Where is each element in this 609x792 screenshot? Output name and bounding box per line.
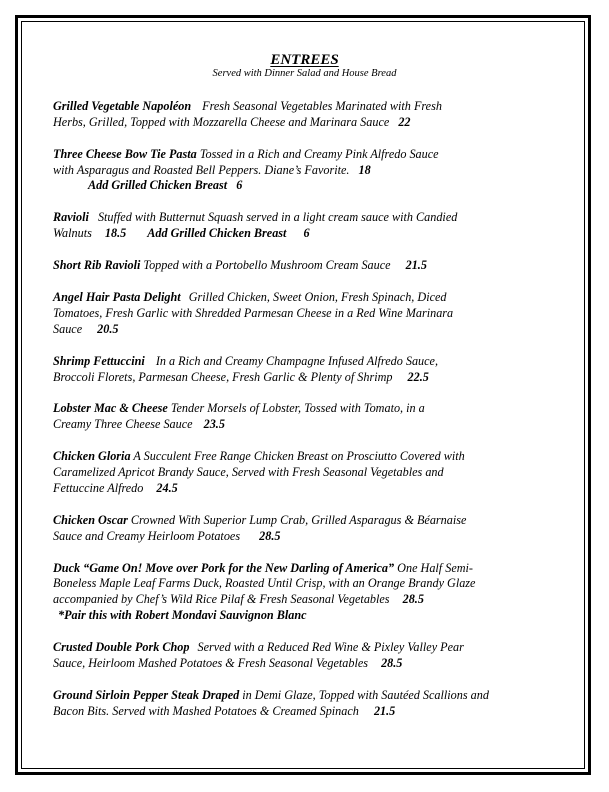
menu-item-ravioli xyxy=(53,210,563,242)
item-price: 28.5 xyxy=(381,655,403,670)
menu-item-short-rib-ravioli xyxy=(53,258,563,274)
menu-item-grilled-vegetable-napoleon xyxy=(53,99,563,131)
entree-list xyxy=(53,99,563,736)
item-description: accompanied by Chef’s Wild Rice Pilaf & Fresh Seasonal Vegetables xyxy=(53,592,390,607)
menu-item-three-cheese-bow-tie-pasta xyxy=(53,147,563,194)
item-name: Chicken Gloria xyxy=(53,449,131,464)
item-description: Topped with a Portobello Mushroom Cream Sauce xyxy=(143,258,391,273)
item-price: 21.5 xyxy=(405,258,427,273)
item-description: Grilled Chicken, Sweet Onion, Fresh Spinach, Diced xyxy=(188,290,447,305)
item-name: Short Rib Ravioli xyxy=(53,258,141,273)
item-addon: Add Grilled Chicken Breast xyxy=(88,178,228,193)
item-price: 28.5 xyxy=(259,528,281,543)
item-description: Broccoli Florets, Parmesan Cheese, Fresh Garlic & Plenty of Shrimp xyxy=(53,369,393,384)
item-description: Sauce, Heirloom Mashed Potatoes & Fresh Seasonal Vegetables xyxy=(53,655,369,670)
item-description: with Asparagus and Roasted Bell Peppers. Diane’s Favorite. xyxy=(53,162,350,177)
item-name: Ground Sirloin Pepper Steak Draped xyxy=(53,687,240,702)
item-description: Caramelized Apricot Brandy Sauce, Served with Fresh Seasonal Vegetables and xyxy=(53,465,444,480)
item-description: Tender Morsels of Lobster, Tossed with Tomato, in a xyxy=(170,401,425,416)
item-description: Crowned With Superior Lump Crab, Grilled Asparagus & Béarnaise xyxy=(130,512,467,527)
item-name: Grilled Vegetable Napoléon xyxy=(53,99,192,113)
item-name: Shrimp Fettuccini xyxy=(53,353,145,368)
item-price: 28.5 xyxy=(402,592,424,607)
menu-item-ground-sirloin-pepper-steak xyxy=(53,688,563,720)
menu-item-shrimp-fettuccini xyxy=(53,354,563,386)
item-description: Tossed in a Rich and Creamy Pink Alfredo Sauce xyxy=(199,146,439,161)
item-price: 22.5 xyxy=(407,369,429,384)
item-description: Fresh Seasonal Vegetables Marinated with Fresh xyxy=(202,99,442,113)
item-description: Herbs, Grilled, Topped with Mozzarella Cheese and Marinara Sauce xyxy=(53,114,390,129)
item-description: In a Rich and Creamy Champagne Infused Alfredo Sauce, xyxy=(155,353,438,368)
item-description: Creamy Three Cheese Sauce xyxy=(53,417,193,432)
item-price: 20.5 xyxy=(97,321,119,336)
section-title: ENTREES xyxy=(270,52,339,68)
menu-item-chicken-gloria xyxy=(53,449,563,496)
item-price: 22 xyxy=(398,114,411,129)
item-description: Stuffed with Butternut Squash served in a light cream sauce with Candied xyxy=(97,210,458,225)
item-name: Ravioli xyxy=(53,210,89,225)
addon-price: 6 xyxy=(303,226,310,241)
menu-item-duck xyxy=(53,561,563,624)
section-subtitle: Served with Dinner Salad and House Bread xyxy=(212,68,397,79)
menu-item-lobster-mac-and-cheese xyxy=(53,401,563,433)
menu-item-chicken-oscar xyxy=(53,513,563,545)
item-name: Angel Hair Pasta Delight xyxy=(53,290,181,305)
item-price: 24.5 xyxy=(156,480,178,495)
addon-price: 6 xyxy=(236,178,243,193)
item-name: Three Cheese Bow Tie Pasta xyxy=(53,146,197,161)
item-price: 18.5 xyxy=(104,226,127,241)
menu-item-angel-hair-pasta-delight xyxy=(53,290,563,337)
item-description: Fettuccine Alfredo xyxy=(53,480,144,495)
item-name: Lobster Mac & Cheese xyxy=(53,401,168,416)
item-description: Served with a Reduced Red Wine & Pixley Valley Pear xyxy=(197,640,464,654)
item-description: Tomatoes, Fresh Garlic with Shredded Parmesan Cheese in a Red Wine Marinara xyxy=(53,305,454,320)
menu-item-crusted-double-pork-chop xyxy=(53,640,563,672)
item-name: Duck “Game On! Move over Pork for the New Darling of America” xyxy=(53,560,395,575)
item-price: 21.5 xyxy=(373,703,396,718)
item-description: Boneless Maple Leaf Farms Duck, Roasted Until Crisp, with an Orange Brandy Glaze xyxy=(53,576,476,591)
item-description: Walnuts xyxy=(53,226,92,241)
item-description: One Half Semi- xyxy=(397,560,473,575)
item-description: in Demi Glaze, Topped with Sautéed Scallions and xyxy=(242,687,489,702)
item-description: Bacon Bits. Served with Mashed Potatoes & Creamed Spinach xyxy=(53,703,359,718)
item-description: A Succulent Free Range Chicken Breast on Prosciutto Covered with xyxy=(133,449,465,464)
item-price: 23.5 xyxy=(203,417,225,432)
item-description: Sauce and Creamy Heirloom Potatoes xyxy=(53,528,241,543)
item-price: 18 xyxy=(358,162,371,177)
item-name: Chicken Oscar xyxy=(53,512,128,527)
wine-pairing: *Pair this with Robert Mondavi Sauvignon Blanc xyxy=(58,608,307,623)
menu-header xyxy=(0,52,609,80)
item-description: Sauce xyxy=(53,321,83,336)
item-addon: Add Grilled Chicken Breast xyxy=(147,226,287,241)
item-name: Crusted Double Pork Chop xyxy=(53,640,190,654)
